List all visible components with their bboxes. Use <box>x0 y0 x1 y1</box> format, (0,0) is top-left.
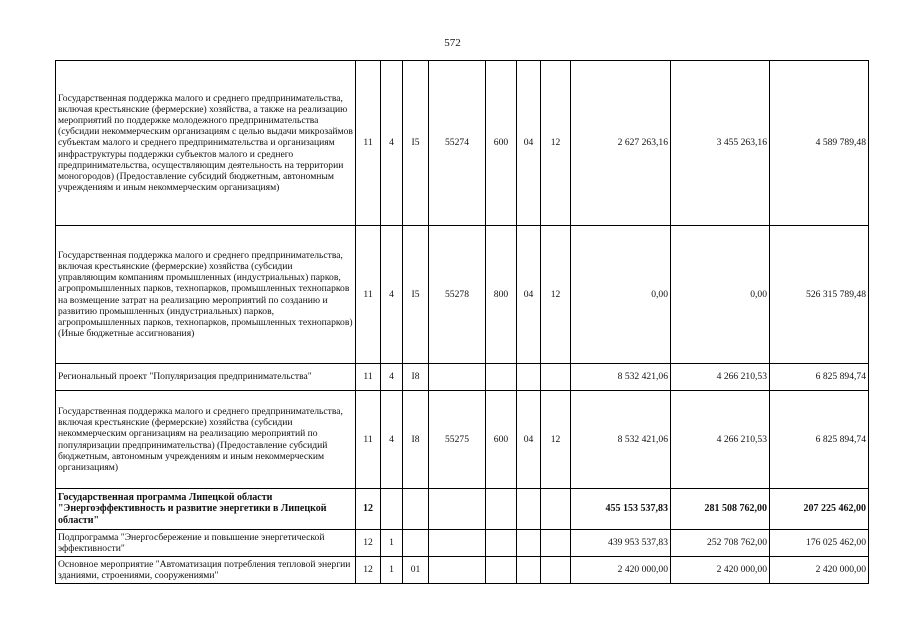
code-cell: 55278 <box>429 226 486 364</box>
code-cell <box>486 489 517 530</box>
code-cell: 04 <box>517 226 541 364</box>
table-row <box>56 530 869 557</box>
table-row <box>56 391 869 489</box>
code-cell <box>486 530 517 557</box>
code-cell: 4 <box>381 364 403 391</box>
code-cell <box>517 489 541 530</box>
amount-cell: 455 153 537,83 <box>571 489 671 530</box>
code-cell <box>403 530 429 557</box>
row-description: Основное мероприятие "Автоматизация потребления тепловой энергии зданиями, строениями, сооружениями" <box>56 557 356 584</box>
row-description: Государственная поддержка малого и среднего предпринимательства, включая крестьянские (фермерские) хозяйства (субсидии некоммерческим организациям на реализацию мероприятий по популяризации предпринимательства) (Предоставление субсидий бюджетным, автономным учреждениям и иным некоммерческим организациям) <box>56 391 356 489</box>
code-cell: 1 <box>381 557 403 584</box>
code-cell <box>517 557 541 584</box>
amount-cell: 6 825 894,74 <box>770 364 869 391</box>
code-cell <box>403 489 429 530</box>
table-row <box>56 226 869 364</box>
amount-cell: 0,00 <box>671 226 770 364</box>
amount-cell: 6 825 894,74 <box>770 391 869 489</box>
code-cell: 11 <box>356 364 381 391</box>
table-row <box>56 61 869 226</box>
code-cell <box>381 489 403 530</box>
code-cell: 600 <box>486 61 517 226</box>
code-cell: 4 <box>381 61 403 226</box>
code-cell: 12 <box>356 530 381 557</box>
code-cell: 12 <box>541 61 571 226</box>
code-cell: 12 <box>356 489 381 530</box>
amount-cell: 2 420 000,00 <box>671 557 770 584</box>
amount-cell: 0,00 <box>571 226 671 364</box>
code-cell <box>517 530 541 557</box>
code-cell: 1 <box>381 530 403 557</box>
row-description: Подпрограмма "Энергосбережение и повышение энергетической эффективности" <box>56 530 356 557</box>
amount-cell: 2 420 000,00 <box>571 557 671 584</box>
code-cell: I5 <box>403 61 429 226</box>
amount-cell: 439 953 537,83 <box>571 530 671 557</box>
table-row <box>56 489 869 530</box>
code-cell: I5 <box>403 226 429 364</box>
page-number: 572 <box>444 37 461 49</box>
amount-cell: 526 315 789,48 <box>770 226 869 364</box>
code-cell <box>429 557 486 584</box>
row-description: Государственная поддержка малого и среднего предпринимательства, включая крестьянские (фермерские) хозяйства (субсидии управляющим компаниям промышленных (индустриальных) парков, агропромышленных парков, технопарков, промышленных технопарков на возмещение затрат на реализацию мероприятий по созданию и развитию промышленных (индустриальных) парков, агропромышленных парков, технопарков, промышленных технопарков) (Иные бюджетные ассигнования) <box>56 226 356 364</box>
amount-cell: 3 455 263,16 <box>671 61 770 226</box>
code-cell <box>541 557 571 584</box>
code-cell <box>486 364 517 391</box>
code-cell: 4 <box>381 391 403 489</box>
row-description: Региональный проект "Популяризация предпринимательства" <box>56 364 356 391</box>
code-cell <box>541 530 571 557</box>
code-cell <box>429 530 486 557</box>
code-cell: 55275 <box>429 391 486 489</box>
code-cell: 11 <box>356 61 381 226</box>
code-cell: 11 <box>356 226 381 364</box>
code-cell: I8 <box>403 391 429 489</box>
code-cell: 800 <box>486 226 517 364</box>
code-cell: 04 <box>517 61 541 226</box>
code-cell: 4 <box>381 226 403 364</box>
row-description: Государственная программа Липецкой области "Энергоэффективность и развитие энергетики в Липецкой области" <box>56 489 356 530</box>
budget-table <box>55 60 869 584</box>
code-cell: 55274 <box>429 61 486 226</box>
amount-cell: 8 532 421,06 <box>571 364 671 391</box>
code-cell: 12 <box>356 557 381 584</box>
code-cell <box>541 364 571 391</box>
amount-cell: 4 266 210,53 <box>671 364 770 391</box>
code-cell <box>429 364 486 391</box>
amount-cell: 2 420 000,00 <box>770 557 869 584</box>
code-cell <box>541 489 571 530</box>
amount-cell: 252 708 762,00 <box>671 530 770 557</box>
code-cell: 01 <box>403 557 429 584</box>
code-cell: 04 <box>517 391 541 489</box>
code-cell: 11 <box>356 391 381 489</box>
amount-cell: 281 508 762,00 <box>671 489 770 530</box>
table-row <box>56 557 869 584</box>
amount-cell: 2 627 263,16 <box>571 61 671 226</box>
amount-cell: 8 532 421,06 <box>571 391 671 489</box>
code-cell <box>517 364 541 391</box>
amount-cell: 4 589 789,48 <box>770 61 869 226</box>
row-description: Государственная поддержка малого и среднего предпринимательства, включая крестьянские (фермерские) хозяйства, а также на реализацию мероприятий по поддержке молодежного предпринимательства (субсидии некоммерческим организациям с целью выдачи микрозаймов субъектам малого и среднего предпринимательства и организациям инфраструктуры поддержки субъектов малого и среднего предпринимательства, осуществляющим деятельность на территории моногородов) (Предоставление субсидий бюджетным, автономным учреждениям и иным некоммерческим организациям) <box>56 61 356 226</box>
amount-cell: 207 225 462,00 <box>770 489 869 530</box>
code-cell <box>486 557 517 584</box>
amount-cell: 4 266 210,53 <box>671 391 770 489</box>
code-cell: 600 <box>486 391 517 489</box>
code-cell: 12 <box>541 226 571 364</box>
table-row <box>56 364 869 391</box>
code-cell <box>429 489 486 530</box>
amount-cell: 176 025 462,00 <box>770 530 869 557</box>
code-cell: I8 <box>403 364 429 391</box>
code-cell: 12 <box>541 391 571 489</box>
